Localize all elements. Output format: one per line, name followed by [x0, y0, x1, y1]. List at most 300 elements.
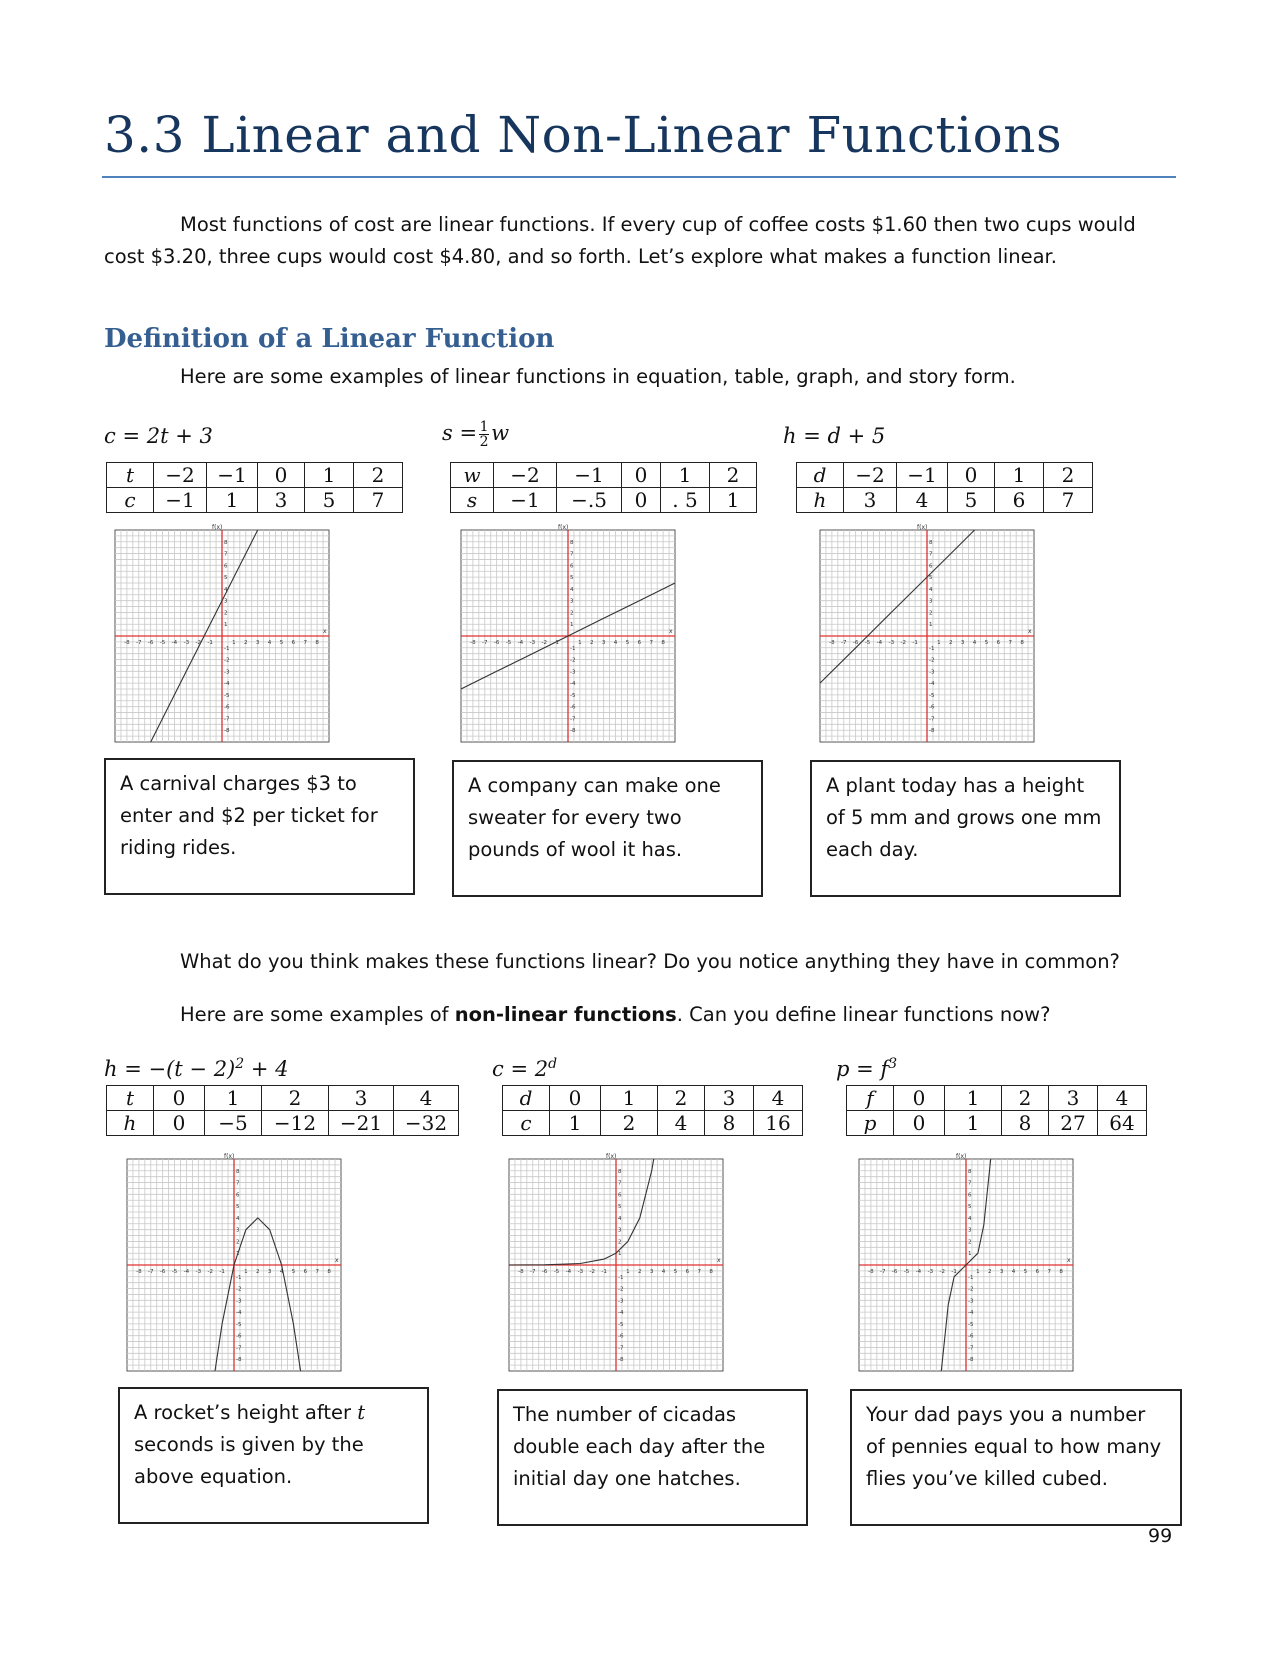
table-cell: 7 — [1044, 488, 1093, 513]
table-cell: 3 — [1049, 1086, 1098, 1111]
x-tick-label: -4 — [183, 1269, 190, 1275]
x-tick-label: -6 — [852, 640, 859, 646]
x-axis-label: x — [717, 1257, 721, 1264]
table-row-output — [503, 1111, 803, 1136]
x-tick-label: -8 — [868, 1269, 874, 1275]
linear-table-1 — [106, 462, 403, 513]
table-variable-cell: h — [107, 1111, 154, 1136]
y-tick-label: 6 — [968, 1192, 972, 1199]
table-variable-cell: d — [797, 463, 844, 488]
y-tick-label: 2 — [224, 610, 228, 617]
eq-lhs: s — [442, 421, 453, 445]
x-tick-label: 1 — [976, 1269, 980, 1275]
linear-graph-2 — [454, 523, 682, 749]
y-tick-label: 8 — [618, 1168, 622, 1175]
eq-rhs: 2t + 3 — [146, 424, 213, 448]
y-tick-label: -7 — [929, 716, 935, 723]
y-tick-label: 2 — [968, 1239, 972, 1246]
y-tick-label: 5 — [236, 1204, 240, 1211]
x-tick-label: -5 — [505, 640, 512, 646]
y-tick-label: 1 — [618, 1251, 622, 1258]
x-tick-label: 6 — [685, 1269, 690, 1275]
x-tick-label: 3 — [267, 1269, 272, 1275]
eq-exponent: d — [548, 1056, 558, 1072]
table-row-input — [847, 1086, 1147, 1111]
x-tick-label: -4 — [915, 1269, 922, 1275]
x-tick-label: -7 — [841, 640, 847, 646]
x-tick-label: 3 — [960, 640, 965, 646]
table-cell: 5 — [305, 488, 354, 513]
linear-equation-3 — [783, 424, 885, 448]
y-tick-label: 7 — [224, 551, 228, 558]
table-cell: −12 — [262, 1111, 329, 1136]
question-text: What do you think makes these functions linear? Do you notice anything they have in common? — [180, 950, 1120, 973]
intro-text: Most functions of cost are linear functions. If every cup of coffee costs $1.60 then two cups would cost $3.20, three cups would cost $4.80, and so forth. Let’s explore what makes a function linear. — [104, 213, 1136, 268]
table-cell: 3 — [705, 1086, 754, 1111]
linear-equation-2 — [442, 420, 509, 449]
table-cell: 0 — [550, 1086, 601, 1111]
x-tick-label: -2 — [900, 640, 906, 646]
nonlinear-table-2 — [502, 1085, 803, 1136]
y-tick-label: 6 — [570, 563, 574, 570]
table-cell: 0 — [622, 463, 661, 488]
y-tick-label: 4 — [929, 586, 933, 593]
table-cell: 4 — [754, 1086, 803, 1111]
x-tick-label: -4 — [171, 640, 178, 646]
y-tick-label: -1 — [224, 645, 230, 652]
x-tick-label: 5 — [279, 640, 284, 646]
x-tick-label: -6 — [159, 1269, 166, 1275]
table-variable-cell: t — [107, 1086, 154, 1111]
table-row-input — [451, 463, 757, 488]
y-tick-label: 6 — [236, 1192, 240, 1199]
x-axis-label: x — [335, 1257, 339, 1264]
y-tick-label: 8 — [968, 1168, 972, 1175]
linear-equation-1 — [104, 424, 213, 448]
x-tick-label: -7 — [136, 640, 142, 646]
table-variable-cell: d — [503, 1086, 550, 1111]
table-variable-cell: p — [847, 1111, 894, 1136]
table-cell: 16 — [754, 1111, 803, 1136]
y-tick-label: -2 — [929, 657, 935, 664]
eq-rhs: f — [880, 1057, 889, 1081]
x-tick-label: -8 — [124, 640, 130, 646]
y-tick-label: -4 — [968, 1310, 974, 1317]
y-axis-label: f(x) — [606, 1153, 617, 1160]
table-cell: 1 — [601, 1086, 658, 1111]
x-tick-label: -8 — [470, 640, 476, 646]
x-tick-label: 4 — [279, 1269, 284, 1275]
table-row-input — [107, 1086, 459, 1111]
y-axis-label: f(x) — [558, 524, 569, 531]
x-tick-label: 1 — [937, 640, 941, 646]
table-cell: 0 — [258, 463, 305, 488]
table-cell: −2 — [844, 463, 897, 488]
y-axis-label: f(x) — [212, 524, 223, 531]
y-tick-label: -7 — [968, 1345, 974, 1352]
y-tick-label: 3 — [224, 598, 228, 605]
nonlinear-graph-1 — [120, 1152, 348, 1378]
eq-op: = — [122, 424, 141, 448]
y-tick-label: -6 — [224, 704, 230, 711]
y-tick-label: 7 — [618, 1180, 622, 1187]
page-title: 3.3 Linear and Non-Linear Functions — [104, 106, 1063, 164]
y-tick-label: -3 — [236, 1298, 242, 1305]
eq-op: = — [510, 1057, 529, 1081]
nonlinear-story-3: Your dad pays you a number of pennies equal to how many flies you’ve killed cubed. — [850, 1389, 1182, 1526]
table-cell: 4 — [897, 488, 948, 513]
eq-op: = — [856, 1057, 874, 1081]
x-tick-label: -6 — [891, 1269, 898, 1275]
eq-exponent: 2 — [235, 1056, 245, 1072]
fraction — [479, 420, 489, 449]
y-tick-label: -5 — [929, 692, 935, 699]
x-tick-label: 8 — [1059, 1269, 1063, 1275]
table-cell: 0 — [622, 488, 661, 513]
nonlinear-table-1 — [106, 1085, 459, 1136]
y-tick-label: -6 — [929, 704, 935, 711]
table-cell: 3 — [329, 1086, 394, 1111]
table-variable-cell: w — [451, 463, 494, 488]
table-cell: 1 — [945, 1086, 1002, 1111]
table-cell: 8 — [705, 1111, 754, 1136]
y-tick-label: -4 — [224, 681, 230, 688]
table-cell: 1 — [661, 463, 710, 488]
nonlinear-graph-3 — [852, 1152, 1080, 1378]
x-tick-label: 7 — [1008, 640, 1012, 646]
x-tick-label: 2 — [256, 1269, 260, 1275]
y-tick-label: -6 — [236, 1333, 242, 1340]
x-tick-label: 4 — [1011, 1269, 1016, 1275]
x-tick-label: -8 — [136, 1269, 142, 1275]
y-tick-label: -8 — [968, 1357, 974, 1364]
x-tick-label: -6 — [493, 640, 500, 646]
table-cell: 0 — [894, 1086, 945, 1111]
x-tick-label: 4 — [613, 640, 618, 646]
x-tick-label: 8 — [1020, 640, 1024, 646]
y-tick-label: 8 — [929, 539, 933, 546]
table-cell: 4 — [658, 1111, 705, 1136]
table-cell: −1 — [557, 463, 622, 488]
x-tick-label: 2 — [590, 640, 594, 646]
y-tick-label: 3 — [929, 598, 933, 605]
x-axis-label: x — [669, 628, 673, 635]
y-axis-label: f(x) — [917, 524, 928, 531]
y-tick-label: 1 — [570, 622, 574, 629]
table-variable-cell: c — [107, 488, 154, 513]
x-tick-label: 7 — [1047, 1269, 1051, 1275]
y-tick-label: -1 — [929, 645, 935, 652]
y-tick-label: -7 — [570, 716, 576, 723]
x-tick-label: -1 — [912, 640, 918, 646]
x-tick-label: -6 — [541, 1269, 548, 1275]
x-tick-label: 6 — [1035, 1269, 1040, 1275]
x-tick-label: -6 — [147, 640, 154, 646]
table-variable-cell: h — [797, 488, 844, 513]
y-tick-label: -8 — [618, 1357, 624, 1364]
x-axis-label: x — [1028, 628, 1032, 635]
eq-rhs: w — [491, 421, 510, 445]
table-cell: −21 — [329, 1111, 394, 1136]
x-tick-label: -2 — [589, 1269, 595, 1275]
y-tick-label: 6 — [618, 1192, 622, 1199]
y-tick-label: -5 — [236, 1321, 242, 1328]
nonlinear-intro-post: . Can you define linear functions now? — [676, 1003, 1051, 1026]
eq-op: = — [459, 421, 478, 445]
y-tick-label: -5 — [224, 692, 230, 699]
linear-graph-3 — [813, 523, 1041, 749]
table-row-output — [797, 488, 1093, 513]
linear-table-2 — [450, 462, 757, 513]
eq-rhs: −(t − 2) — [148, 1057, 236, 1081]
table-cell: 0 — [894, 1111, 945, 1136]
x-tick-label: 4 — [267, 640, 272, 646]
eq-lhs: c — [492, 1057, 504, 1081]
title-rule — [102, 176, 1176, 178]
table-row-output — [451, 488, 757, 513]
y-tick-label: 1 — [236, 1251, 240, 1258]
eq-lhs: h — [783, 424, 797, 448]
eq-rhs: 2 — [534, 1057, 549, 1081]
x-tick-label: -5 — [903, 1269, 910, 1275]
y-tick-label: 4 — [618, 1215, 622, 1222]
eq-exponent: 3 — [888, 1056, 898, 1072]
x-tick-label: 5 — [673, 1269, 678, 1275]
x-tick-label: -7 — [482, 640, 488, 646]
x-tick-label: 8 — [327, 1269, 331, 1275]
x-tick-label: -5 — [159, 640, 166, 646]
y-tick-label: -6 — [968, 1333, 974, 1340]
y-tick-label: -4 — [929, 681, 935, 688]
y-tick-label: -1 — [570, 645, 576, 652]
table-cell: 0 — [948, 463, 995, 488]
nonlinear-equation-3 — [836, 1056, 897, 1081]
eq-rhs: d + 5 — [827, 424, 886, 448]
x-tick-label: -1 — [207, 640, 213, 646]
y-tick-label: 6 — [224, 563, 228, 570]
table-cell: 1 — [945, 1111, 1002, 1136]
table-cell: 5 — [948, 488, 995, 513]
x-tick-label: 4 — [972, 640, 977, 646]
x-tick-label: 6 — [291, 640, 296, 646]
y-tick-label: -5 — [618, 1321, 624, 1328]
x-tick-label: 5 — [291, 1269, 296, 1275]
table-cell: 1 — [710, 488, 757, 513]
y-tick-label: 8 — [570, 539, 574, 546]
fraction-denominator: 2 — [479, 434, 489, 450]
x-tick-label: 7 — [697, 1269, 701, 1275]
nonlinear-equation-2 — [492, 1056, 557, 1081]
table-cell: −2 — [494, 463, 557, 488]
table-cell: 3 — [844, 488, 897, 513]
y-tick-label: 2 — [929, 610, 933, 617]
nonlinear-table-3 — [846, 1085, 1147, 1136]
x-tick-label: 2 — [988, 1269, 992, 1275]
x-tick-label: -3 — [577, 1269, 584, 1275]
table-cell: 1 — [207, 488, 258, 513]
y-tick-label: -7 — [236, 1345, 242, 1352]
x-tick-label: 4 — [661, 1269, 666, 1275]
x-axis-label: x — [323, 628, 327, 635]
y-tick-label: 2 — [618, 1239, 622, 1246]
table-cell: 2 — [354, 463, 403, 488]
x-tick-label: -2 — [195, 640, 201, 646]
x-tick-label: -2 — [939, 1269, 945, 1275]
nonlinear-story-1 — [118, 1387, 429, 1524]
y-tick-label: -3 — [570, 669, 576, 676]
y-tick-label: 7 — [236, 1180, 240, 1187]
y-tick-label: 1 — [929, 622, 933, 629]
x-tick-label: -1 — [951, 1269, 957, 1275]
y-tick-label: -7 — [224, 716, 230, 723]
x-tick-label: 6 — [637, 640, 642, 646]
eq-lhs: p — [836, 1057, 850, 1081]
x-tick-label: 3 — [649, 1269, 654, 1275]
y-tick-label: 7 — [570, 551, 574, 558]
x-tick-label: -5 — [171, 1269, 178, 1275]
y-tick-label: -3 — [968, 1298, 974, 1305]
y-tick-label: 4 — [224, 586, 228, 593]
table-cell: 2 — [658, 1086, 705, 1111]
y-tick-label: 1 — [968, 1251, 972, 1258]
x-tick-label: 5 — [625, 640, 630, 646]
x-tick-label: -5 — [864, 640, 871, 646]
x-tick-label: 3 — [601, 640, 606, 646]
table-cell: 27 — [1049, 1111, 1098, 1136]
table-cell: 1 — [550, 1111, 601, 1136]
table-row-output — [107, 1111, 459, 1136]
table-variable-cell: t — [107, 463, 154, 488]
x-tick-label: -8 — [518, 1269, 524, 1275]
x-tick-label: -7 — [148, 1269, 154, 1275]
x-tick-label: -4 — [517, 640, 524, 646]
table-cell: 2 — [1002, 1086, 1049, 1111]
y-tick-label: 3 — [570, 598, 574, 605]
y-tick-label: -2 — [618, 1286, 624, 1293]
x-tick-label: 2 — [244, 640, 248, 646]
eq-op: = — [803, 424, 821, 448]
x-tick-label: 3 — [999, 1269, 1004, 1275]
x-tick-label: -1 — [219, 1269, 225, 1275]
y-tick-label: -2 — [968, 1286, 974, 1293]
nonlinear-equation-1 — [104, 1056, 288, 1081]
linear-story-3: A plant today has a height of 5 mm and grows one mm each day. — [810, 760, 1121, 897]
y-tick-label: 5 — [968, 1204, 972, 1211]
x-tick-label: 8 — [661, 640, 665, 646]
story-post: seconds is given by the above equation. — [134, 1433, 364, 1488]
table-cell: 1 — [305, 463, 354, 488]
y-tick-label: -1 — [236, 1274, 242, 1281]
x-tick-label: 8 — [709, 1269, 713, 1275]
y-tick-label: 5 — [618, 1204, 622, 1211]
table-cell: −1 — [207, 463, 258, 488]
table-cell: 2 — [262, 1086, 329, 1111]
x-axis-label: x — [1067, 1257, 1071, 1264]
linear-table-3 — [796, 462, 1093, 513]
y-tick-label: -2 — [236, 1286, 242, 1293]
y-tick-label: 5 — [929, 575, 933, 582]
intro-paragraph — [104, 209, 1176, 273]
x-tick-label: 7 — [649, 640, 653, 646]
table-row-input — [503, 1086, 803, 1111]
table-cell: 1 — [205, 1086, 262, 1111]
y-tick-label: -4 — [236, 1310, 242, 1317]
y-tick-label: 5 — [224, 575, 228, 582]
y-tick-label: 2 — [236, 1239, 240, 1246]
y-tick-label: -2 — [224, 657, 230, 664]
table-cell: −32 — [394, 1111, 459, 1136]
y-tick-label: -8 — [570, 728, 576, 735]
table-cell: 0 — [154, 1111, 205, 1136]
x-tick-label: -2 — [207, 1269, 213, 1275]
table-cell: . 5 — [661, 488, 710, 513]
y-tick-label: -3 — [929, 669, 935, 676]
x-tick-label: 1 — [578, 640, 582, 646]
y-tick-label: 4 — [968, 1215, 972, 1222]
y-tick-label: -7 — [618, 1345, 624, 1352]
x-tick-label: -8 — [829, 640, 835, 646]
x-tick-label: -1 — [553, 640, 559, 646]
y-tick-label: -1 — [618, 1274, 624, 1281]
table-cell: 0 — [154, 1086, 205, 1111]
x-tick-label: 7 — [303, 640, 307, 646]
x-tick-label: 5 — [984, 640, 989, 646]
nonlinear-intro-pre: Here are some examples of — [180, 1003, 455, 1026]
linear-story-2: A company can make one sweater for every two pounds of wool it has. — [452, 760, 763, 897]
x-tick-label: -5 — [553, 1269, 560, 1275]
y-tick-label: -5 — [570, 692, 576, 699]
x-tick-label: -3 — [529, 640, 536, 646]
x-tick-label: 1 — [244, 1269, 248, 1275]
table-cell: −2 — [154, 463, 207, 488]
x-tick-label: -2 — [541, 640, 547, 646]
nonlinear-intro-bold: non-linear functions — [454, 1003, 677, 1026]
x-tick-label: -7 — [530, 1269, 536, 1275]
eq-op: = — [124, 1057, 142, 1081]
table-row-output — [847, 1111, 1147, 1136]
eq-lhs: h — [104, 1057, 118, 1081]
y-tick-label: -5 — [968, 1321, 974, 1328]
linear-story-1: A carnival charges $3 to enter and $2 per ticket for riding rides. — [104, 758, 415, 895]
y-tick-label: 8 — [236, 1168, 240, 1175]
table-cell: 1 — [995, 463, 1044, 488]
y-tick-label: -4 — [618, 1310, 624, 1317]
x-tick-label: -7 — [880, 1269, 886, 1275]
table-cell: 4 — [1098, 1086, 1147, 1111]
y-tick-label: 5 — [570, 575, 574, 582]
x-tick-label: -4 — [876, 640, 883, 646]
y-tick-label: -1 — [968, 1274, 974, 1281]
y-tick-label: -3 — [224, 669, 230, 676]
table-cell: 7 — [354, 488, 403, 513]
section-heading: Definition of a Linear Function — [104, 324, 555, 354]
y-tick-label: 4 — [570, 586, 574, 593]
table-cell: −5 — [205, 1111, 262, 1136]
y-tick-label: 4 — [236, 1215, 240, 1222]
x-tick-label: -3 — [195, 1269, 202, 1275]
table-row-input — [797, 463, 1093, 488]
x-tick-label: 1 — [232, 640, 236, 646]
y-tick-label: 1 — [224, 622, 228, 629]
nonlinear-intro — [180, 1003, 1050, 1026]
y-tick-label: 3 — [618, 1227, 622, 1234]
table-row-input — [107, 463, 403, 488]
x-tick-label: -4 — [565, 1269, 572, 1275]
x-tick-label: 6 — [303, 1269, 308, 1275]
y-tick-label: -8 — [224, 728, 230, 735]
y-tick-label: 3 — [968, 1227, 972, 1234]
x-tick-label: 2 — [638, 1269, 642, 1275]
